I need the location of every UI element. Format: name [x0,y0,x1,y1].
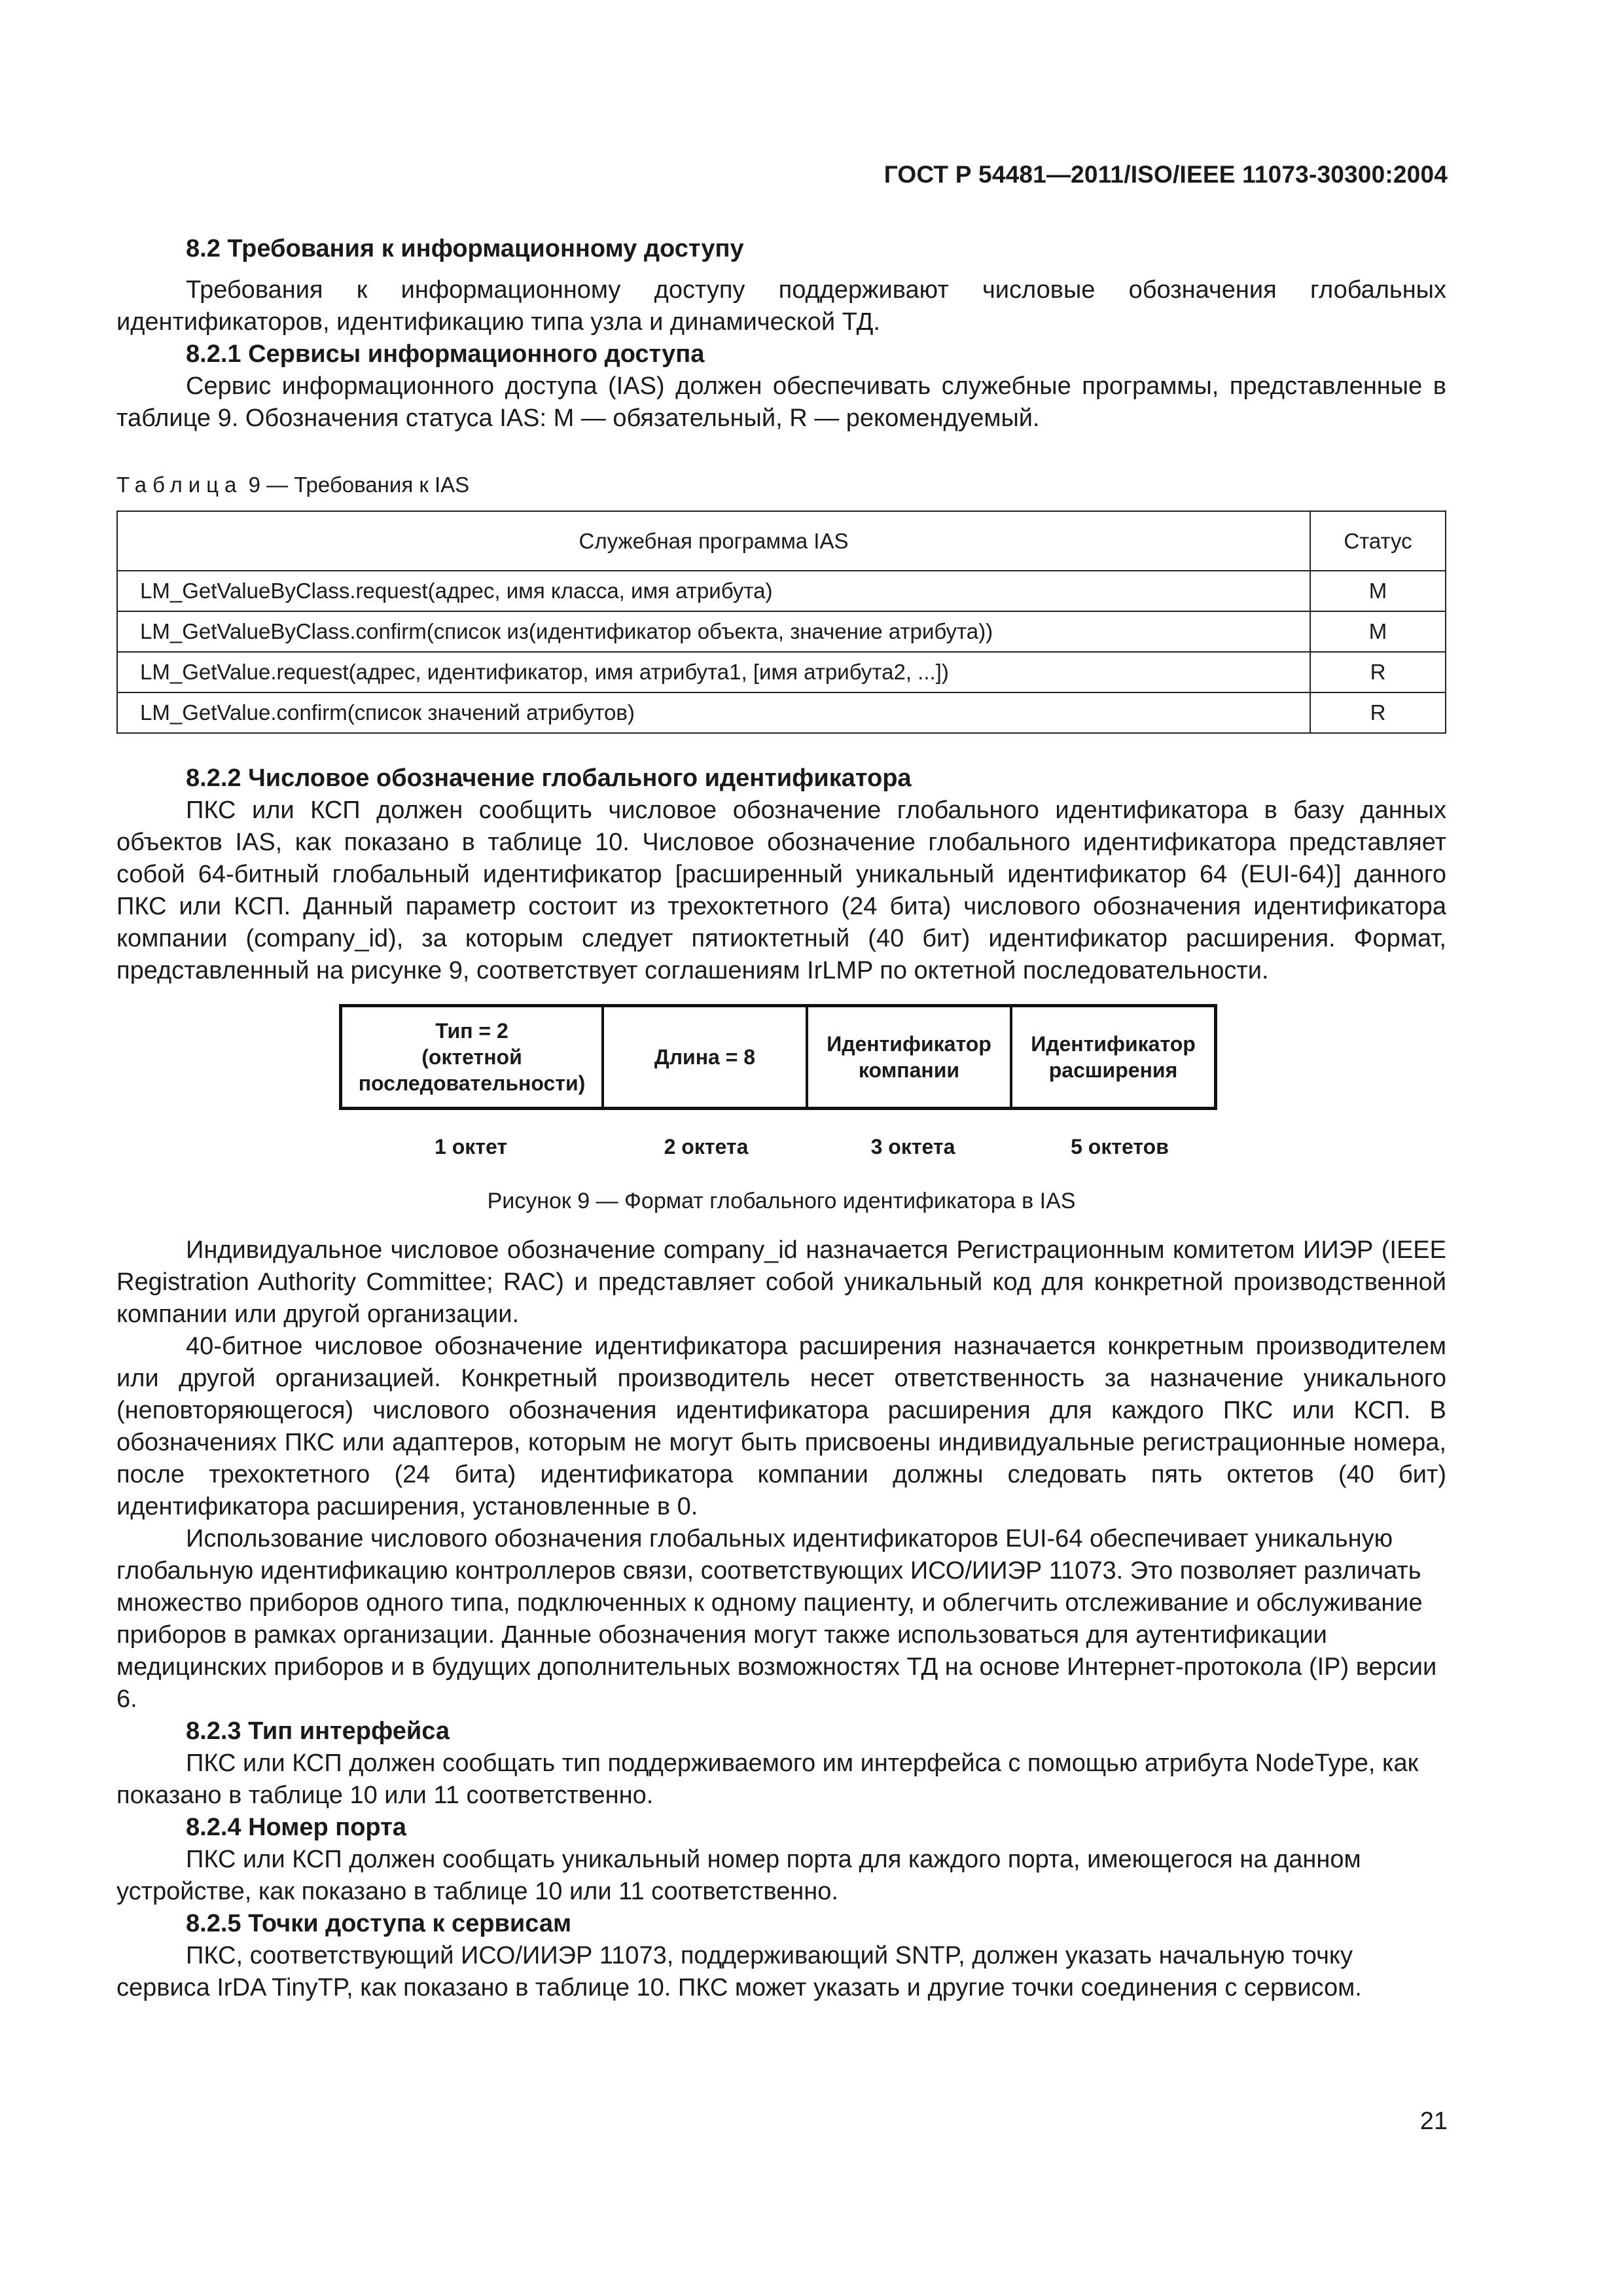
figure-9-global-identifier-format [116,1004,1446,1234]
status-cell: M [1310,611,1446,652]
field-extension-id-box [1010,1007,1214,1107]
page-number: 21 [1419,2108,1448,2135]
section-8-2-3-paragraph: ПКС или КСП должен сообщать тип поддерживаемого им интерфейса с помощью атрибута NodeType, как показано в таблице 10 или 11 соответственно. [116,1749,1419,1809]
standard-designation: ГОСТ Р 54481—2011/ISO/IEEE 11073-30300:2004 [883,161,1448,188]
table-header-row [117,511,1446,571]
section-8-2-1-paragraph: Сервис информационного доступа (IAS) должен обеспечивать служебные программы, представленные в таблице 9. Обозначения статуса IAS: M — обязательный, R — рекомендуемый. [116,372,1446,432]
table-9-ias-requirements [116,511,1446,734]
section-8-2-2-paragraph-4: Использование числового обозначения глобальных идентификаторов EUI-64 обеспечивает уникальную глобальную идентификацию контроллеров связи, соответствующих ИСО/ИИЭР 11073. Это позволяет различать множество приборов одного типа, подключенных к одному пациенту, и облегчить отслеживание и обслуживание приборов в рамках организации. Данные обозначения могут также использоваться для аутентификации медицинских приборов и в будущих дополнительных возможностях ТД на основе Интернет-протокола (IP) версии 6. [116,1525,1437,1713]
field-length-box [601,1007,806,1107]
size-label: 2 октета [664,1135,749,1158]
field-company-id-line-1: Идентификатор [827,1032,991,1056]
table-caption-label: Таблица [116,473,243,497]
table-row [117,611,1446,652]
size-label: 5 октетов [1071,1135,1169,1158]
column-header-service: Служебная программа IAS [117,511,1310,571]
section-heading-8-2-3: 8.2.3 Тип интерфейса [186,1717,450,1745]
section-8-2-paragraph: Требования к информационному доступу поддерживают числовые обозначения глобальных идентификаторов, идентификацию типа узла и динамической ТД. [116,276,1446,336]
column-header-status: Статус [1310,511,1446,571]
section-8-2-4-paragraph: ПКС или КСП должен сообщать уникальный номер порта для каждого порта, имеющегося на данном устройстве, как показано в таблице 10 или 11 соответственно. [116,1846,1361,1905]
table-caption-text: 9 — Требования к IAS [248,473,470,497]
table-row [117,692,1446,733]
service-cell: LM_GetValueByClass.request(адрес, имя класса, имя атрибута) [117,571,1310,611]
table-row [117,571,1446,611]
section-8-2-2-paragraph-1: ПКС или КСП должен сообщить числовое обозначение глобального идентификатора в базу данных объектов IAS, как показано в таблице 10. Числовое обозначение глобального идентификатора представляет собой 64-битный глобальный идентификатор [расширенный уникальный идентификатор 64 (EUI-64)] данного ПКС или КСП. Данный параметр состоит из трехоктетного (24 бита) числового обозначения идентификатора компании (company_id), за которым следует пятиоктетный (40 бит) идентификатор расширения. Формат, представленный на рисунке 9, соответствует соглашениям IrLMP по октетной последовательности. [116,797,1446,984]
field-company-id-line-2: компании [858,1058,960,1082]
section-heading-8-2-5: 8.2.5 Точки доступа к сервисам [186,1910,572,1937]
size-label: 1 октет [435,1135,507,1158]
field-type-line-3: последовательности) [358,1071,586,1095]
size-label: 3 октета [870,1135,955,1158]
field-extension-id-line-1: Идентификатор [1031,1032,1196,1056]
section-8-2-2-paragraph-2: Индивидуальное числовое обозначение company_id назначается Регистрационным комитетом ИИЭР (IEEE Registration Authority Committee; RAC) и представляет собой уникальный код для конкретной производственной компании или другой организации. [116,1236,1446,1328]
page-content [116,233,1446,2004]
figure-field-row [339,1004,1217,1110]
section-8-2-2-paragraph-3: 40-битное числовое обозначение идентификатора расширения назначается конкретным производителем или другой организацией. Конкретный производитель несет ответственность за назначение уникального (неповторяющегося) числового обозначения идентификатора расширения для каждого ПКС или КСП. В обозначениях ПКС или адаптеров, которым не могут быть присвоены индивидуальные регистрационные номера, после трехоктетного (24 бита) идентификатора компании должны следовать пять октетов (40 бит) идентификатора расширения, установленные в 0. [116,1333,1446,1520]
figure-9-caption: Рисунок 9 — Формат глобального идентификатора в IAS [487,1189,1076,1213]
service-cell: LM_GetValue.request(адрес, идентификатор, имя атрибута1, [имя атрибута2, ...]) [117,652,1310,692]
section-heading-8-2-4: 8.2.4 Номер порта [186,1814,406,1841]
section-heading-8-2-2: 8.2.2 Числовое обозначение глобального идентификатора [186,764,912,792]
figure-size-labels [339,1135,1223,1159]
service-cell: LM_GetValueByClass.confirm(список из(идентификатор объекта, значение атрибута)) [117,611,1310,652]
table-9-caption [116,473,1446,497]
field-extension-id-line-2: расширения [1048,1058,1178,1082]
field-length-label: Длина = 8 [654,1045,756,1069]
service-cell: LM_GetValue.confirm(список значений атрибутов) [117,692,1310,733]
status-cell: M [1310,571,1446,611]
section-8-2-5-paragraph: ПКС, соответствующий ИСО/ИИЭР 11073, поддерживающий SNTP, должен указать начальную точку сервиса IrDA TinyTP, как показано в таблице 10. ПКС может указать и другие точки соединения с сервисом. [116,1942,1362,2001]
field-type-box [342,1007,601,1107]
field-type-line-2: (октетной [421,1045,522,1069]
section-heading-8-2-1: 8.2.1 Сервисы информационного доступа [186,340,705,368]
status-cell: R [1310,652,1446,692]
section-heading-8-2: 8.2 Требования к информационному доступу [186,235,744,262]
field-company-id-box [806,1007,1010,1107]
status-cell: R [1310,692,1446,733]
table-row [117,652,1446,692]
field-type-line-1: Тип = 2 [435,1019,508,1043]
